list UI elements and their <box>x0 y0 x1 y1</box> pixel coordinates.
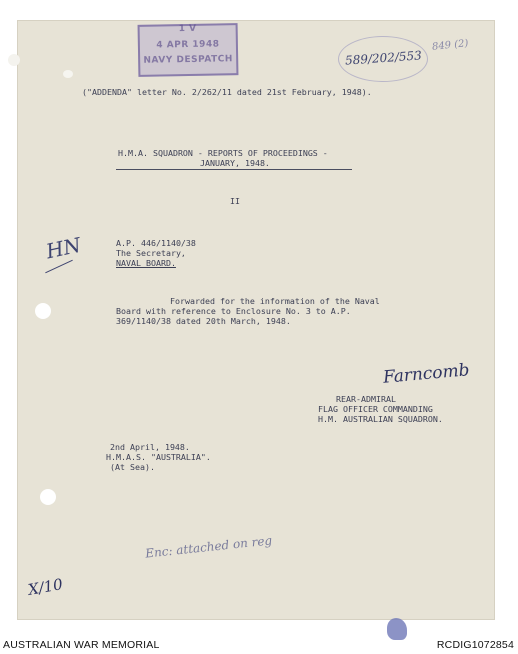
body-line-1: Forwarded for the information of the Naval <box>170 296 380 306</box>
at-sea-line: (At Sea). <box>110 462 155 472</box>
footer-right: RCDIG1072854 <box>436 639 514 651</box>
corner-mark: 849 (2) <box>431 38 469 53</box>
stamp-line-3: NAVY DESPATCH <box>143 54 233 66</box>
bottom-mark: X/10 <box>26 575 65 599</box>
title-line-2: JANUARY, 1948. <box>200 158 270 168</box>
addressee-line-1: The Secretary, <box>116 248 186 258</box>
addenda-line: ("ADDENDA" letter No. 2/262/11 dated 21st February, 1948). <box>82 87 372 97</box>
handwritten-initials: HN <box>43 232 84 264</box>
title-line-1: H.M.A. SQUADRON - REPORTS OF PROCEEDINGS - <box>118 148 328 158</box>
body-line-2: Board with reference to Enclosure No. 3 to A.P. <box>116 306 351 316</box>
received-stamp <box>138 23 239 77</box>
date-line: 2nd April, 1948. <box>110 442 190 452</box>
signer-line-1: REAR-ADMIRAL <box>336 394 396 404</box>
addressee-line-2: NAVAL BOARD. <box>116 258 176 268</box>
signer-line-3: H.M. AUSTRALIAN SQUADRON. <box>318 414 443 424</box>
handwritten-note: Enc: attached on reg <box>144 533 273 561</box>
stamp-line-1: 1 V <box>178 23 197 35</box>
section-number: II <box>230 196 240 206</box>
signature: Farncomb <box>382 360 471 388</box>
punch-hole-top-2 <box>63 70 73 78</box>
ink-stain <box>387 618 407 640</box>
stamp-line-2: 4 APR 1948 <box>156 39 220 51</box>
signer-line-2: FLAG OFFICER COMMANDING <box>318 404 433 414</box>
footer-left: AUSTRALIAN WAR MEMORIAL <box>3 639 160 651</box>
title-underline <box>116 169 352 170</box>
ap-reference: A.P. 446/1140/38 <box>116 238 196 248</box>
ship-line: H.M.A.S. "AUSTRALIA". <box>106 452 211 462</box>
punch-hole-bottom <box>40 489 56 505</box>
punch-hole-middle <box>35 303 51 319</box>
reference-number: 589/202/553 <box>344 48 423 68</box>
punch-hole-top <box>8 54 20 66</box>
body-line-3: 369/1140/38 dated 20th March, 1948. <box>116 316 291 326</box>
